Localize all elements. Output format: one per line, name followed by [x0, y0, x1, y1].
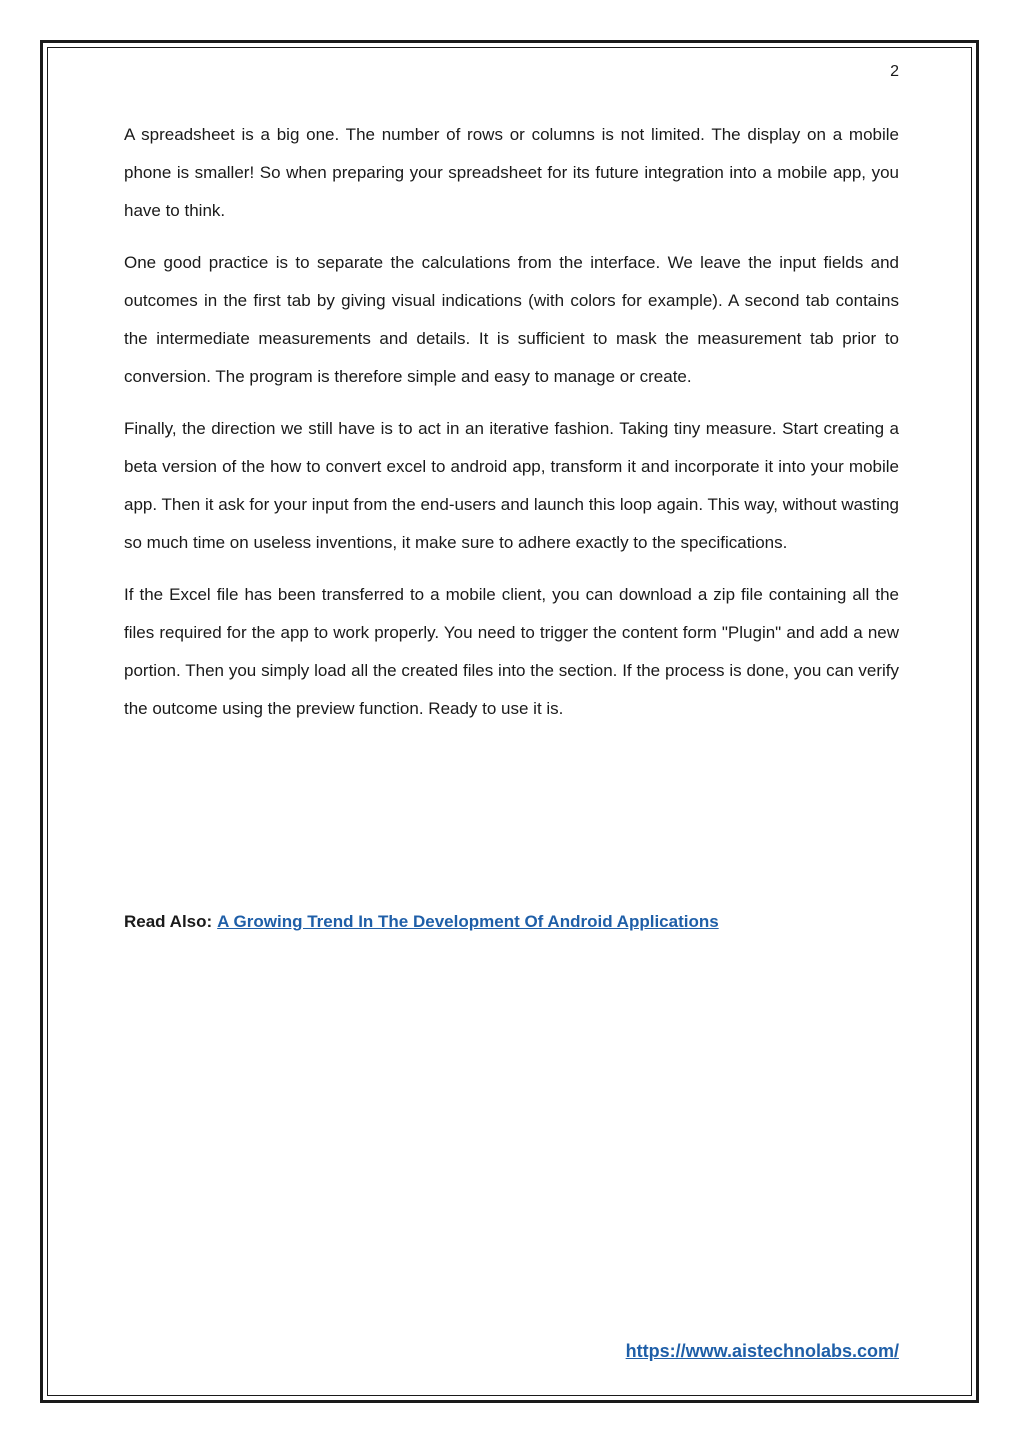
document-body [124, 116, 899, 742]
read-also-label: Read Also: [124, 912, 213, 931]
read-also-link[interactable]: A Growing Trend In The Development Of Android Applications [217, 912, 719, 931]
footer-website-link[interactable]: https://www.aistechnolabs.com/ [625, 1341, 899, 1361]
paragraph-separate-calculations: One good practice is to separate the calculations from the interface. We leave the input fields and outcomes in the first tab by giving visual indications (with colors for example). A second tab contains the intermediate measurements and details. It is sufficient to mask the measurement tab prior to conversion. The program is therefore simple and easy to manage or create. [124, 253, 899, 386]
paragraph-zip-file-plugin: If the Excel file has been transferred to a mobile client, you can download a zip file containing all the files required for the app to work properly. You need to trigger the content form "Plugin" and add a new portion. Then you simply load all the created files into the section. If the process is done, you can verify the outcome using the preview function. Ready to use it is. [124, 585, 899, 718]
page-number: 2 [890, 63, 899, 80]
paragraph-spreadsheet-size: A spreadsheet is a big one. The number of rows or columns is not limited. The display on a mobile phone is smaller! So when preparing your spreadsheet for its future integration into a mobile app, you have to think. [124, 125, 899, 220]
paragraph-iterative-fashion: Finally, the direction we still have is to act in an iterative fashion. Taking tiny measure. Start creating a beta version of the how to convert excel to android app, transform it and incorporate it into your mobile app. Then it ask for your input from the end-users and launch this loop again. This way, without wasting so much time on useless inventions, it make sure to adhere exactly to the specifications. [124, 419, 899, 552]
read-also-line [124, 905, 719, 939]
